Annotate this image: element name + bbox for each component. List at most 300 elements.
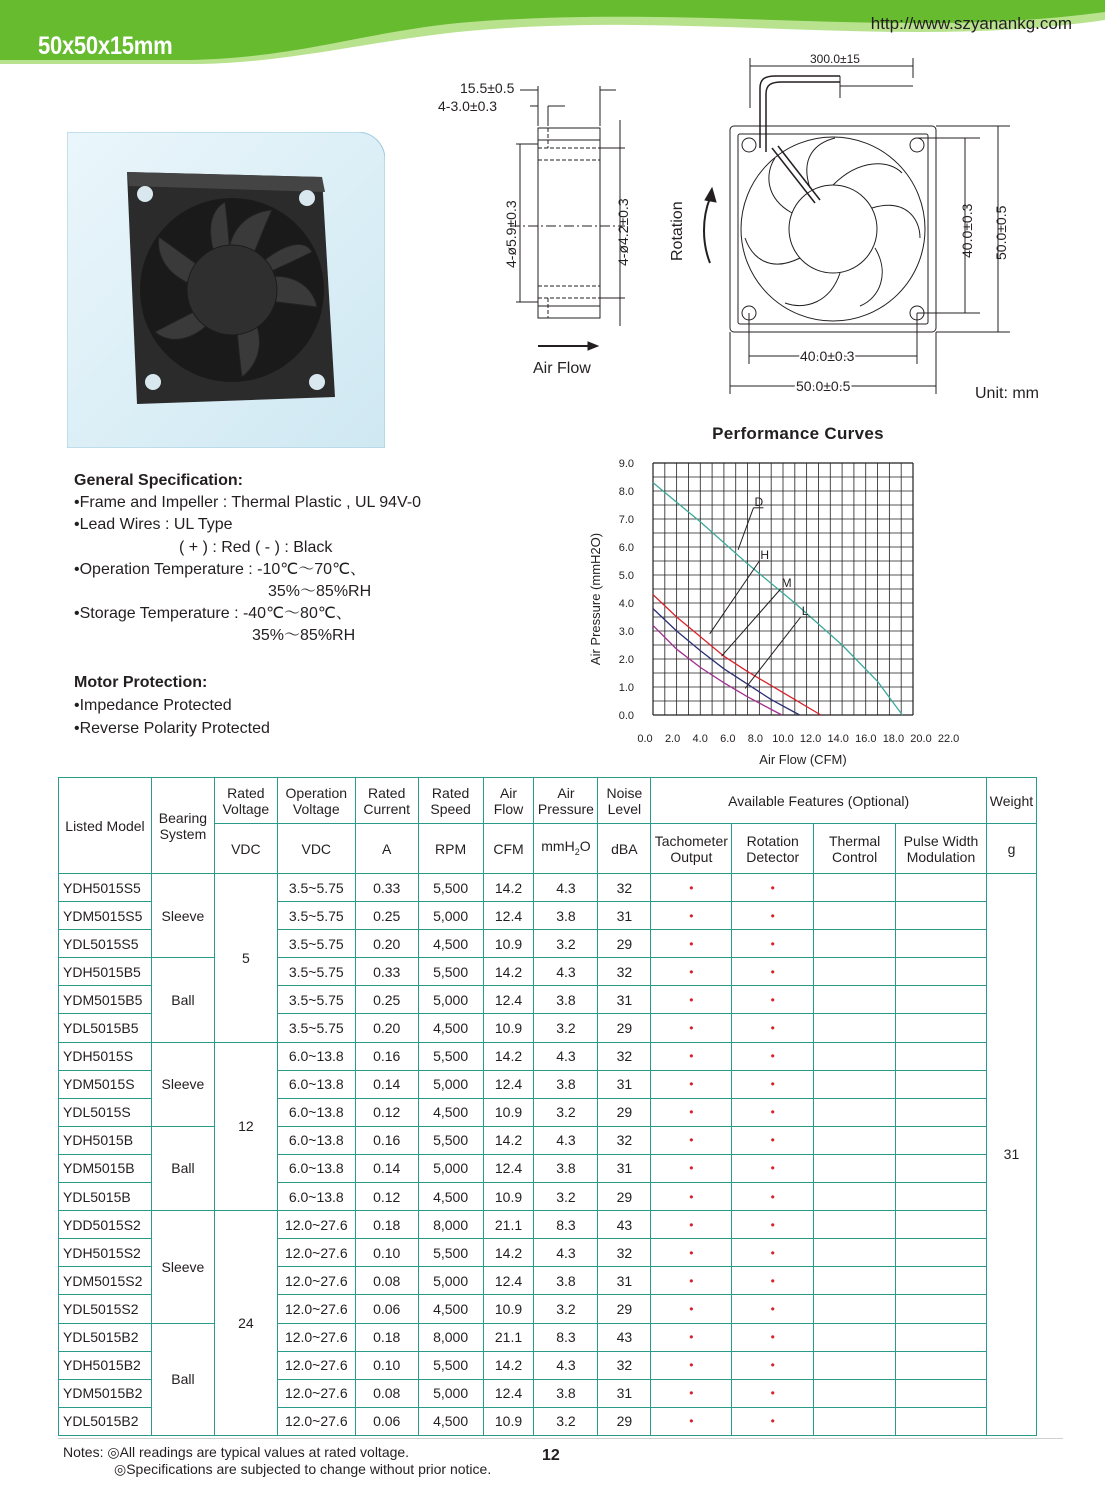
unit-label: Unit: mm [975,385,1039,402]
cell-current: 0.08 [355,1267,418,1295]
cell-thermal [814,874,896,902]
cell-thermal [814,902,896,930]
cell-current: 0.14 [355,1154,418,1182]
cell-tachometer: • [651,1267,732,1295]
th-unit-op-voltage: VDC [277,824,355,874]
cell-noise: 31 [598,902,651,930]
y-tick-label: 9.0 [618,458,634,470]
cell-pwm [896,958,987,986]
cell-noise: 32 [598,874,651,902]
cell-tachometer: • [651,958,732,986]
notes [63,1444,491,1478]
cell-tachometer: • [651,1323,732,1351]
cell-speed: 5,000 [418,1154,483,1182]
cell-noise: 31 [598,1070,651,1098]
cell-op-voltage: 3.5~5.75 [277,986,355,1014]
y-tick-label: 3.0 [618,626,634,638]
cell-current: 0.18 [355,1323,418,1351]
dim-cable: 300.0±15 [810,52,860,66]
cell-speed: 5,000 [418,986,483,1014]
cell-noise: 32 [598,958,651,986]
leader-line [745,617,801,688]
series-line-H [653,595,821,715]
cell-current: 0.16 [355,1126,418,1154]
dim-hole-left: 4-ø5.9±0.3 [503,200,519,268]
leader-line [722,589,781,656]
page-title: 50x50x15mm [38,32,173,60]
th-rated-speed: Rated Speed [418,778,483,824]
cell-pwm [896,1211,987,1239]
cell-noise: 29 [598,1407,651,1435]
cell-pressure: 3.2 [534,1014,598,1042]
cell-pressure: 3.8 [534,902,598,930]
note-2: ◎Specifications are subjected to change without prior notice. [114,1461,492,1477]
cell-bearing: Sleeve [151,874,214,958]
cell-rotation-detector: • [732,1211,814,1239]
cell-tachometer: • [651,1295,732,1323]
cell-speed: 8,000 [418,1323,483,1351]
cell-op-voltage: 12.0~27.6 [277,1295,355,1323]
table-row [59,1126,1037,1154]
cell-tachometer: • [651,1014,732,1042]
cell-thermal [814,930,896,958]
cell-model: YDL5015B [59,1183,152,1211]
website-url[interactable]: http://www.szyanankg.com [870,14,1072,33]
cell-rated-voltage: 12 [214,1042,277,1211]
cell-thermal [814,1154,896,1182]
cell-flow: 21.1 [483,1323,534,1351]
cell-rotation-detector: • [732,1042,814,1070]
cell-speed: 4,500 [418,1295,483,1323]
cell-model: YDL5015S [59,1098,152,1126]
motor-reverse: •Reverse Polarity Protected [74,720,270,737]
cell-pressure: 4.3 [534,958,598,986]
cell-current: 0.20 [355,1014,418,1042]
th-rotation-detector: Rotation Detector [732,824,814,874]
table-row [59,1211,1037,1239]
cell-flow: 10.9 [483,1098,534,1126]
th-unit-flow: CFM [483,824,534,874]
spec-table [58,777,1037,1436]
cell-rotation-detector: • [732,1407,814,1435]
cell-pressure: 3.8 [534,1070,598,1098]
cell-pwm [896,1070,987,1098]
cell-rotation-detector: • [732,1154,814,1182]
cell-pwm [896,1351,987,1379]
cell-tachometer: • [651,1351,732,1379]
cell-pressure: 3.8 [534,1154,598,1182]
th-features: Available Features (Optional) [651,778,987,824]
cell-flow: 14.2 [483,1042,534,1070]
cell-pressure: 4.3 [534,874,598,902]
cell-op-voltage: 3.5~5.75 [277,902,355,930]
table-row [59,874,1037,902]
cell-thermal [814,986,896,1014]
cell-rotation-detector: • [732,958,814,986]
cell-pressure: 8.3 [534,1211,598,1239]
th-unit-voltage: VDC [214,824,277,874]
cell-flow: 10.9 [483,930,534,958]
cell-weight: 31 [986,874,1036,1436]
cell-speed: 5,500 [418,958,483,986]
cell-current: 0.14 [355,1070,418,1098]
x-tick-label: 6.0 [720,733,736,745]
th-weight: Weight [986,778,1036,824]
cell-flow: 10.9 [483,1014,534,1042]
cell-tachometer: • [651,986,732,1014]
cell-tachometer: • [651,1098,732,1126]
cell-model: YDH5015B5 [59,958,152,986]
cell-tachometer: • [651,1183,732,1211]
cell-pwm [896,1239,987,1267]
cell-noise: 29 [598,1183,651,1211]
cell-model: YDL5015B2 [59,1407,152,1435]
cell-noise: 31 [598,1379,651,1407]
motor-protection [74,671,270,740]
cell-pwm [896,1379,987,1407]
cell-tachometer: • [651,1070,732,1098]
cell-tachometer: • [651,902,732,930]
x-tick-label: 2.0 [664,733,681,745]
leader-line [710,561,760,634]
cell-current: 0.12 [355,1098,418,1126]
th-unit-current: A [355,824,418,874]
th-noise: Noise Level [598,778,651,824]
cell-pressure: 4.3 [534,1126,598,1154]
cell-tachometer: • [651,1407,732,1435]
cell-flow: 12.4 [483,1154,534,1182]
cell-rotation-detector: • [732,1239,814,1267]
performance-chart [580,450,980,775]
cell-speed: 5,500 [418,1239,483,1267]
cell-op-voltage: 6.0~13.8 [277,1154,355,1182]
cell-flow: 14.2 [483,874,534,902]
cell-model: YDM5015B2 [59,1379,152,1407]
cell-speed: 5,000 [418,902,483,930]
cell-rotation-detector: • [732,1126,814,1154]
cell-model: YDM5015S5 [59,902,152,930]
cell-pressure: 3.2 [534,1183,598,1211]
cell-tachometer: • [651,1042,732,1070]
cell-noise: 31 [598,1154,651,1182]
cell-noise: 32 [598,1351,651,1379]
cell-rotation-detector: • [732,930,814,958]
cell-pwm [896,902,987,930]
x-tick-label: 20.0 [910,733,932,745]
cell-pwm [896,1042,987,1070]
cell-op-voltage: 12.0~27.6 [277,1379,355,1407]
cell-speed: 4,500 [418,930,483,958]
th-bearing: Bearing System [151,778,214,874]
cell-pwm [896,1098,987,1126]
cell-flow: 12.4 [483,902,534,930]
cell-noise: 32 [598,1042,651,1070]
cell-pwm [896,1183,987,1211]
chart-title: Performance Curves [712,424,884,443]
cell-current: 0.33 [355,958,418,986]
cell-noise: 43 [598,1323,651,1351]
footer-divider [58,1438,1063,1439]
cell-flow: 12.4 [483,1070,534,1098]
cell-rotation-detector: • [732,902,814,930]
table-row [59,958,1037,986]
cell-rotation-detector: • [732,1379,814,1407]
cell-pressure: 3.8 [534,1379,598,1407]
dim-50-vertical: 50.0±0.5 [993,205,1009,260]
x-tick-label: 4.0 [692,733,708,745]
cell-thermal [814,1295,896,1323]
cell-speed: 4,500 [418,1183,483,1211]
th-air-flow: Air Flow [483,778,534,824]
cell-current: 0.20 [355,930,418,958]
cell-flow: 14.2 [483,958,534,986]
dim-40-horizontal: 40.0±0.3 [800,348,855,364]
cell-pwm [896,1154,987,1182]
x-tick-label: 14.0 [827,733,849,745]
cell-model: YDH5015S5 [59,874,152,902]
cell-op-voltage: 12.0~27.6 [277,1267,355,1295]
cell-model: YDH5015B [59,1126,152,1154]
cell-thermal [814,1070,896,1098]
cell-bearing: Ball [151,958,214,1042]
cell-model: YDH5015S2 [59,1239,152,1267]
cell-model: YDM5015B5 [59,986,152,1014]
cell-tachometer: • [651,930,732,958]
cell-current: 0.10 [355,1239,418,1267]
cell-speed: 5,500 [418,1126,483,1154]
dim-flange: 4-3.0±0.3 [438,98,498,114]
cell-pwm [896,930,987,958]
cell-current: 0.33 [355,874,418,902]
cell-tachometer: • [651,874,732,902]
cell-flow: 14.2 [483,1126,534,1154]
cell-rotation-detector: • [732,1295,814,1323]
cell-speed: 5,000 [418,1070,483,1098]
y-axis-label: Air Pressure (mmH2O) [588,532,603,666]
cell-op-voltage: 6.0~13.8 [277,1098,355,1126]
cell-thermal [814,1351,896,1379]
spec-lead-colors: ( + ) : Red ( - ) : Black [179,538,333,556]
cell-rotation-detector: • [732,1070,814,1098]
th-unit-speed: RPM [418,824,483,874]
y-tick-label: 5.0 [618,570,634,582]
x-tick-label: 8.0 [747,733,764,745]
cell-rotation-detector: • [732,1267,814,1295]
spec-storage-rh: 35%～85%RH [252,627,356,645]
dim-50-horizontal: 50.0±0.5 [796,378,851,394]
cell-noise: 31 [598,986,651,1014]
y-tick-label: 6.0 [618,542,634,554]
table-row [59,1323,1037,1351]
th-listed-model: Listed Model [59,778,152,874]
fan-illustration [127,172,335,404]
cell-flow: 10.9 [483,1295,534,1323]
cell-rotation-detector: • [732,1351,814,1379]
spec-frame: •Frame and Impeller : Thermal Plastic , UL 94V-0 [74,494,422,512]
cell-speed: 4,500 [418,1407,483,1435]
cell-noise: 31 [598,1267,651,1295]
cell-noise: 29 [598,1014,651,1042]
table-row [59,1042,1037,1070]
cell-op-voltage: 6.0~13.8 [277,1042,355,1070]
cell-speed: 4,500 [418,1014,483,1042]
note-1: Notes: ◎All readings are typical values at rated voltage. [63,1444,410,1460]
th-rated-current: Rated Current [355,778,418,824]
cell-flow: 12.4 [483,1379,534,1407]
cell-current: 0.12 [355,1183,418,1211]
series-label-H: H [760,548,770,562]
cell-speed: 5,500 [418,1351,483,1379]
cell-tachometer: • [651,1154,732,1182]
cell-thermal [814,1379,896,1407]
cell-model: YDL5015S2 [59,1295,152,1323]
cell-pressure: 4.3 [534,1351,598,1379]
cell-tachometer: • [651,1126,732,1154]
cell-speed: 4,500 [418,1098,483,1126]
cell-pressure: 3.2 [534,1295,598,1323]
cell-flow: 10.9 [483,1183,534,1211]
y-tick-label: 7.0 [618,514,634,526]
cell-flow: 12.4 [483,986,534,1014]
cell-model: YDL5015S5 [59,930,152,958]
series-label-D: D [754,494,764,509]
cell-noise: 29 [598,1295,651,1323]
cell-rated-voltage: 24 [214,1211,277,1436]
cell-op-voltage: 12.0~27.6 [277,1323,355,1351]
cell-op-voltage: 6.0~13.8 [277,1126,355,1154]
x-tick-label: 22.0 [937,733,960,745]
cell-rotation-detector: • [732,1014,814,1042]
x-tick-label: 0.0 [637,733,653,745]
motor-heading: Motor Protection: [74,674,208,691]
cell-op-voltage: 3.5~5.75 [277,1014,355,1042]
cell-model: YDH5015B2 [59,1351,152,1379]
x-axis-label: Air Flow (CFM) [759,752,847,767]
cell-op-voltage: 3.5~5.75 [277,874,355,902]
cell-model: YDH5015S [59,1042,152,1070]
cell-pwm [896,1126,987,1154]
cell-speed: 5,500 [418,874,483,902]
general-specification [74,470,421,648]
th-op-voltage: Operation Voltage [277,778,355,824]
cell-pressure: 4.3 [534,1239,598,1267]
x-tick-label: 10.0 [772,733,794,745]
spec-heading: General Specification: [74,472,243,489]
cell-pressure: 3.8 [534,1267,598,1295]
series-line-L [653,625,782,715]
cell-thermal [814,1267,896,1295]
cell-thermal [814,1407,896,1435]
cell-pwm [896,1295,987,1323]
th-tachometer: Tachometer Output [651,824,732,874]
cell-pwm [896,1267,987,1295]
cell-tachometer: • [651,1379,732,1407]
cell-op-voltage: 6.0~13.8 [277,1070,355,1098]
cell-noise: 29 [598,930,651,958]
cell-model: YDL5015B2 [59,1323,152,1351]
cell-pressure: 3.2 [534,1098,598,1126]
cell-rotation-detector: • [732,874,814,902]
th-pwm: Pulse Width Modulation [896,824,987,874]
cell-pwm [896,986,987,1014]
rotation-label: Rotation [669,201,686,261]
cell-noise: 43 [598,1211,651,1239]
cell-model: YDL5015B5 [59,1014,152,1042]
cell-op-voltage: 3.5~5.75 [277,930,355,958]
page-number: 12 [542,1447,560,1464]
cell-thermal [814,1042,896,1070]
y-tick-label: 2.0 [618,654,634,666]
cell-pwm [896,1323,987,1351]
series-line-M [653,609,800,715]
th-rated-voltage: Rated Voltage [214,778,277,824]
y-tick-label: 8.0 [618,486,634,498]
th-unit-noise: dBA [598,824,651,874]
cell-flow: 14.2 [483,1351,534,1379]
cell-op-voltage: 6.0~13.8 [277,1183,355,1211]
cell-model: YDM5015S2 [59,1267,152,1295]
cell-model: YDM5015S [59,1070,152,1098]
spec-lead: •Lead Wires : UL Type [74,516,233,534]
cell-pwm [896,1014,987,1042]
cell-bearing: Ball [151,1323,214,1435]
cell-model: YDM5015B [59,1154,152,1182]
cell-pwm [896,1407,987,1435]
cell-rotation-detector: • [732,1098,814,1126]
th-thermal: Thermal Control [814,824,896,874]
dim-hole-right: 4-ø4.2±0.3 [615,198,631,266]
cell-speed: 5,000 [418,1267,483,1295]
cell-thermal [814,1183,896,1211]
th-unit-pressure: mmH$_2$O [534,824,598,874]
cell-op-voltage: 3.5~5.75 [277,958,355,986]
cell-op-voltage: 12.0~27.6 [277,1211,355,1239]
y-tick-label: 4.0 [618,598,634,610]
series-line-D [653,483,902,715]
cell-flow: 14.2 [483,1239,534,1267]
cell-pwm [896,874,987,902]
air-flow-label: Air Flow [533,360,591,377]
cell-op-voltage: 12.0~27.6 [277,1407,355,1435]
x-tick-label: 12.0 [799,733,822,745]
motor-impedance: •Impedance Protected [74,697,232,714]
cell-bearing: Ball [151,1126,214,1210]
cell-current: 0.10 [355,1351,418,1379]
spec-op-temp: •Operation Temperature : -10℃～70℃、 [74,560,367,578]
leader-line [738,508,753,550]
cell-noise: 32 [598,1239,651,1267]
spec-op-rh: 35%～85%RH [268,583,372,601]
product-photo [67,132,385,448]
cell-current: 0.25 [355,986,418,1014]
cell-current: 0.25 [355,902,418,930]
cell-rotation-detector: • [732,1323,814,1351]
cell-op-voltage: 12.0~27.6 [277,1239,355,1267]
cell-current: 0.06 [355,1407,418,1435]
cell-thermal [814,1014,896,1042]
cell-flow: 12.4 [483,1267,534,1295]
cell-thermal [814,1239,896,1267]
cell-tachometer: • [651,1239,732,1267]
cell-current: 0.06 [355,1295,418,1323]
cell-thermal [814,1211,896,1239]
cell-current: 0.16 [355,1042,418,1070]
dimension-drawing [420,48,1080,418]
cell-pressure: 3.8 [534,986,598,1014]
cell-noise: 29 [598,1098,651,1126]
cell-rotation-detector: • [732,1183,814,1211]
cell-model: YDD5015S2 [59,1211,152,1239]
